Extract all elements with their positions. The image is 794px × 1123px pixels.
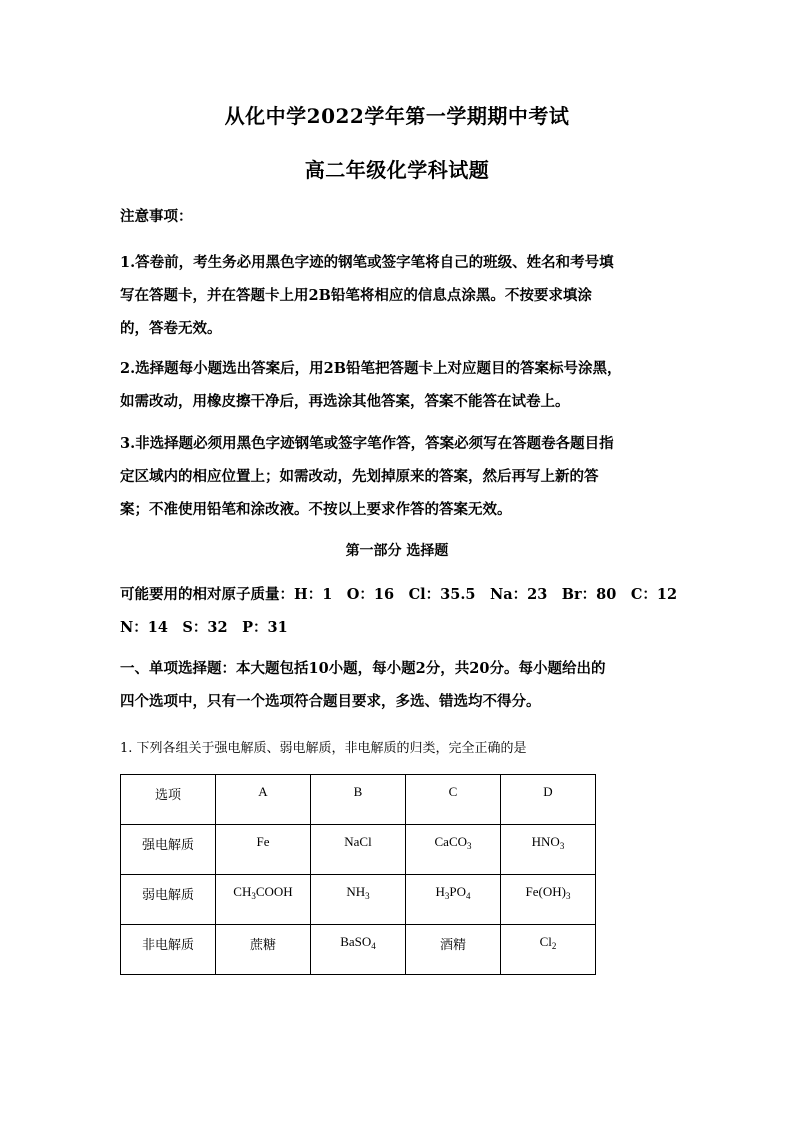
note-line: 定区域内的相应位置上；如需改动，先划掉原来的答案，然后再写上新的答	[120, 468, 599, 485]
table-header-cell: D	[501, 775, 596, 825]
table-cell: $Cl_2$	[501, 925, 596, 975]
table-cell: $NH_3$	[311, 875, 406, 925]
table-cell: 蔗糖	[216, 925, 311, 975]
question-1-stem: 1. 下列各组关于强电解质、弱电解质，非电解质的归类，完全正确的是	[120, 741, 527, 756]
table-cell: $CH_3COOH$	[216, 875, 311, 925]
table-header-cell: 选项	[121, 775, 216, 825]
note-item-3	[120, 427, 676, 526]
table-cell: CaCO$_3$	[406, 825, 501, 875]
note-line: 2.选择题每小题选出答案后，用2B铅笔把答题卡上对应题目的答案标号涂黑，	[120, 360, 622, 377]
row-label: 强电解质	[121, 825, 216, 875]
table-cell: $HNO_3$	[501, 825, 596, 875]
section-title: 第一部分 选择题	[345, 543, 449, 559]
table-cell: 酒精	[406, 925, 501, 975]
table-row	[121, 825, 596, 875]
electrolyte-table	[120, 774, 596, 975]
table-cell: BaSO$_4$	[311, 925, 406, 975]
note-item-1	[120, 246, 676, 345]
note-line: 3.非选择题必须用黑色字迹钢笔或签字笔作答，答案必须写在答题卷各题目指	[120, 435, 614, 452]
table-row	[121, 925, 596, 975]
table-cell: Fe	[216, 825, 311, 875]
note-line: 的，答卷无效。	[120, 320, 222, 337]
table-header-row	[121, 775, 596, 825]
table-cell: $H_3PO_4$	[406, 875, 501, 925]
note-item-2	[120, 352, 676, 418]
note-line: 如需改动，用橡皮擦干净后，再选涂其他答案，答案不能答在试卷上。	[120, 393, 570, 410]
table-row	[121, 875, 596, 925]
note-line: 写在答题卡，并在答题卡上用2B铅笔将相应的信息点涂黑。不按要求填涂	[120, 287, 592, 304]
exam-title: 从化中学2022学年第一学期期中考试	[224, 104, 570, 128]
row-label: 非电解质	[121, 925, 216, 975]
table-cell: NaCl	[311, 825, 406, 875]
table-header-cell: C	[406, 775, 501, 825]
atomic-masses: 可能要用的相对原子质量：H：1 O：16 Cl：35.5 Na：23 Br：80 C：12 N：14 S：32 P：31	[120, 586, 678, 636]
note-line: 案；不准使用铅笔和涂改液。不按以上要求作答的答案无效。	[120, 501, 512, 518]
section-instructions: 一、单项选择题：本大题包括10小题，每小题2分，共20分。每小题给出的 四个选项中，只有一个选项符合题目要求，多选、错选均不得分。	[120, 660, 606, 710]
notes-heading: 注意事项：	[120, 208, 193, 225]
row-label: 弱电解质	[121, 875, 216, 925]
note-line: 1.答卷前，考生务必用黑色字迹的钢笔或签字笔将自己的班级、姓名和考号填	[120, 254, 614, 271]
table-header-cell: B	[311, 775, 406, 825]
table-header-cell: A	[216, 775, 311, 825]
table-cell: $Fe(OH)_3$	[501, 875, 596, 925]
exam-subtitle: 高二年级化学科试题	[304, 158, 490, 182]
